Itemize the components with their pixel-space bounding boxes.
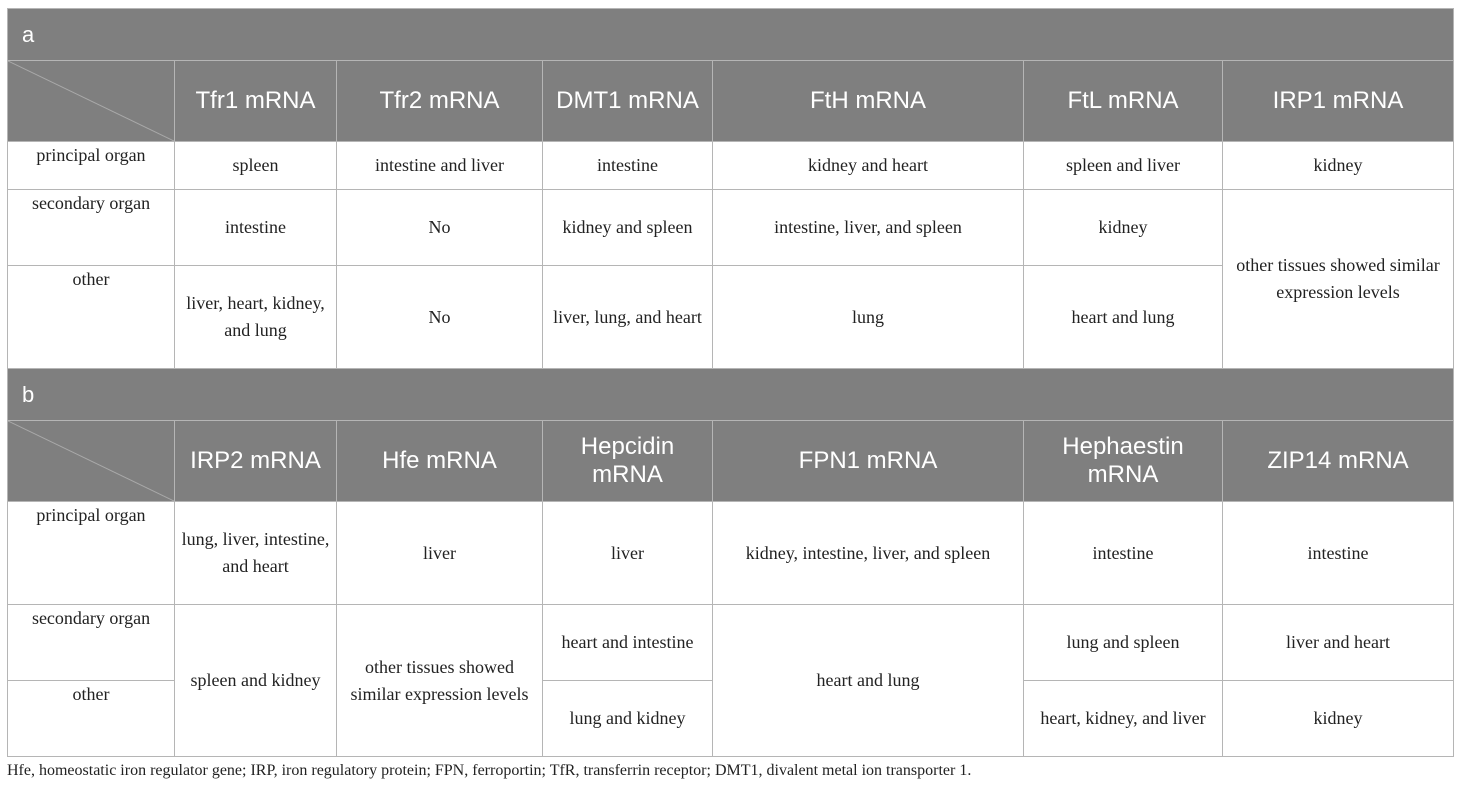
section-a-header-row <box>8 61 1454 142</box>
corner-cell <box>8 421 175 502</box>
table-cell: liver and heart <box>1223 605 1454 681</box>
table-cell: kidney and heart <box>713 142 1024 190</box>
corner-cell <box>8 61 175 142</box>
table-cell: liver <box>543 502 713 605</box>
col-header: DMT1 mRNA <box>543 61 713 142</box>
table-cell: kidney <box>1024 190 1223 266</box>
table-row <box>8 502 1454 605</box>
diagonal-divider <box>8 421 174 501</box>
table-cell: heart and lung <box>1024 266 1223 369</box>
table-cell: lung and spleen <box>1024 605 1223 681</box>
section-b-label: b <box>8 369 1454 421</box>
table-row <box>8 142 1454 190</box>
row-label: other <box>8 266 175 369</box>
table-cell: intestine <box>1024 502 1223 605</box>
col-header: IRP1 mRNA <box>1223 61 1454 142</box>
row-label: principal organ <box>8 502 175 605</box>
table-footnote: Hfe, homeostatic iron regulator gene; IRP, iron regulatory protein; FPN, ferroportin; TfR, transferrin receptor; DMT1, divalent metal ion transporter 1. <box>7 762 972 779</box>
col-header: FPN1 mRNA <box>713 421 1024 502</box>
row-label: secondary organ <box>8 190 175 266</box>
row-label: other <box>8 681 175 757</box>
table-cell: intestine <box>175 190 337 266</box>
table-cell: kidney <box>1223 681 1454 757</box>
table-cell: other tissues showed similar expression levels <box>337 605 543 757</box>
iron-genes-table <box>7 8 1453 757</box>
table-cell: other tissues showed similar expression levels <box>1223 190 1454 369</box>
table-cell: lung and kidney <box>543 681 713 757</box>
table-cell: intestine <box>543 142 713 190</box>
diagonal-divider <box>8 61 174 141</box>
table-cell: No <box>337 266 543 369</box>
table-cell: spleen <box>175 142 337 190</box>
table-cell: spleen and kidney <box>175 605 337 757</box>
section-b-header-row <box>8 421 1454 502</box>
row-label: principal organ <box>8 142 175 190</box>
table-cell: lung <box>713 266 1024 369</box>
table-cell: kidney, intestine, liver, and spleen <box>713 502 1024 605</box>
table-cell: spleen and liver <box>1024 142 1223 190</box>
table-cell: liver <box>337 502 543 605</box>
table-cell: lung, liver, intestine, and heart <box>175 502 337 605</box>
table-cell: intestine, liver, and spleen <box>713 190 1024 266</box>
table-cell: heart and lung <box>713 605 1024 757</box>
table-cell: kidney and spleen <box>543 190 713 266</box>
table-cell: liver, heart, kidney, and lung <box>175 266 337 369</box>
table-cell: intestine <box>1223 502 1454 605</box>
table-row <box>8 190 1454 266</box>
col-header: Hfe mRNA <box>337 421 543 502</box>
table-row <box>8 605 1454 681</box>
table-cell: heart, kidney, and liver <box>1024 681 1223 757</box>
section-a-label: a <box>8 9 1454 61</box>
col-header: Hepcidin mRNA <box>543 421 713 502</box>
table-cell: liver, lung, and heart <box>543 266 713 369</box>
table-cell: kidney <box>1223 142 1454 190</box>
col-header: Tfr1 mRNA <box>175 61 337 142</box>
table-cell: No <box>337 190 543 266</box>
table-cell: heart and intestine <box>543 605 713 681</box>
col-header: ZIP14 mRNA <box>1223 421 1454 502</box>
col-header: FtL mRNA <box>1024 61 1223 142</box>
col-header: Tfr2 mRNA <box>337 61 543 142</box>
row-label: secondary organ <box>8 605 175 681</box>
table-cell: intestine and liver <box>337 142 543 190</box>
col-header: FtH mRNA <box>713 61 1024 142</box>
col-header: IRP2 mRNA <box>175 421 337 502</box>
col-header: Hephaestin mRNA <box>1024 421 1223 502</box>
